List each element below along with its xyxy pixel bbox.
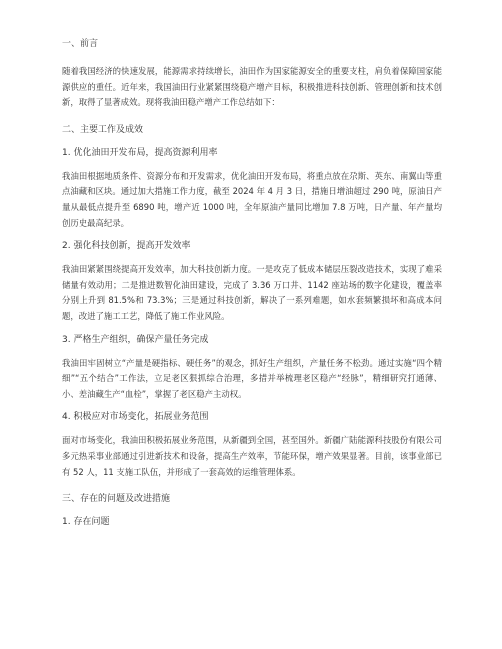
subheading-3: 3. 严格生产组织，确保产量任务完成 xyxy=(62,334,209,345)
intro-paragraph: 随着我国经济的快速发展，能源需求持续增长，油田作为国家能源安全的重要支柱，肩负着保障国家能源供应的重任。近年来，我国油田行业紧紧围绕稳产增产目标，积极推进科技创新、管理创新和技术创新，取得了显著成效。现将我油田稳产增产工作总结如下： xyxy=(62,66,442,108)
paragraph-1: 我油田根据地质条件、资源分布和开发需求，优化油田开发布局，将重点放在尕斯、英东、南翼山等重点油藏和区块。通过加大措施工作力度，截至 2024 年 4 月 3 日，措施日增油超过 290 吨，原油日产量从最低点提升至 6890 吨，增产近 1000 吨，全年原油产量同比增加 7.8 万吨，日产量、年产量均创历史最高纪录。 xyxy=(62,170,442,228)
subheading-issues-1: 1. 存在问题 xyxy=(62,517,110,528)
section-heading-issues: 三、存在的问题及改进措施 xyxy=(62,494,171,505)
subheading-4: 4. 积极应对市场变化，拓展业务范围 xyxy=(62,412,209,423)
section-heading-intro: 一、前言 xyxy=(62,39,99,49)
paragraph-3: 我油田牢固树立“产量是硬指标、硬任务”的观念，抓好生产组织，产量任务不松劲。通过实施“四个精细”“五个结合”工作法，立足老区狠抓综合治理，多措并举梳理老区稳产“经脉”，精细研究打通薄、小、差油藏生产“血栓”，掌握了老区稳产主动权。 xyxy=(62,357,442,399)
paragraph-4: 面对市场变化，我油田积极拓展业务范围，从新疆到全国，甚至国外。新疆广陆能源科技股份有限公司多元热采事业部通过引进新技术和设备，提高生产效率，节能环保，增产效果显著。目前，该事业部已有 52 人，11 支施工队伍，并形成了一套高效的运维管理体系。 xyxy=(62,435,442,477)
section-heading-main-work: 二、主要工作及成效 xyxy=(62,124,144,135)
subheading-2: 2. 强化科技创新，提高开发效率 xyxy=(62,241,191,252)
paragraph-2: 我油田紧紧围绕提高开发效率，加大科技创新力度。一是攻克了低成本储层压裂改造技术，实现了难采储量有效动用；二是推进数智化油田建设，完成了 3.36 万口井、1142 座站场的数字化建设，覆盖率分别上升到 81.5%和 73.3%；三是通过科技创新，解决了一系列难题，如水套频繁损坏和高成本问题，改进了施工工艺，降低了施工作业风险。 xyxy=(62,264,442,321)
document-page xyxy=(62,37,442,530)
subheading-1: 1. 优化油田开发布局，提高资源利用率 xyxy=(62,147,218,158)
